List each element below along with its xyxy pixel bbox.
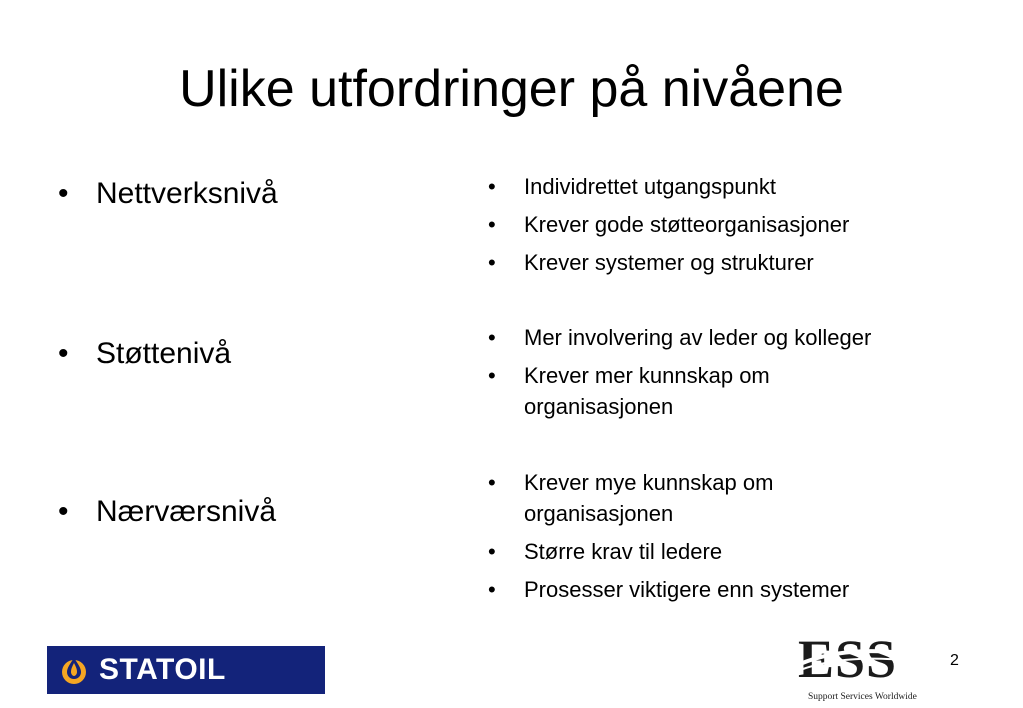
slide-title: Ulike utfordringer på nivåene: [179, 60, 844, 118]
bullet: •: [488, 212, 496, 237]
statoil-logo-text: STATOIL: [99, 653, 226, 686]
bullet: •: [488, 577, 496, 602]
bullet: •: [488, 250, 496, 275]
bullet: •: [58, 177, 69, 210]
bullet: •: [58, 337, 69, 370]
bullet: •: [488, 363, 496, 388]
bullet: •: [488, 325, 496, 350]
ess-logo-text: ESS: [798, 629, 898, 689]
list-item: [488, 467, 958, 529]
ess-swoosh-icon: [798, 646, 930, 676]
bullet: •: [488, 470, 496, 495]
level-item-presence: [58, 494, 276, 530]
level-item-network: [58, 176, 278, 212]
page-number: 2: [950, 652, 959, 669]
level-label: Støttenivå: [96, 337, 232, 370]
point-text: Krever systemer og strukturer: [524, 250, 814, 275]
point-text: Mer involvering av leder og kolleger: [524, 325, 872, 350]
statoil-drop-icon: [59, 655, 89, 685]
bullet: •: [488, 174, 496, 199]
point-text: Prosesser viktigere enn systemer: [524, 577, 850, 602]
list-item: [488, 171, 958, 202]
list-item: [488, 574, 958, 605]
point-text: Krever gode støtteorganisasjoner: [524, 212, 850, 237]
list-item: [488, 322, 958, 353]
level-label: Nettverksnivå: [96, 177, 278, 210]
bullet: •: [488, 539, 496, 564]
ess-logo: [798, 629, 930, 704]
statoil-logo: [47, 646, 325, 694]
ess-tagline: Support Services Worldwide: [808, 692, 917, 702]
points-group-network: [488, 171, 958, 285]
point-text: Krever mer kunnskap om organisasjonen: [524, 363, 770, 419]
level-item-support: [58, 336, 231, 372]
point-text: Krever mye kunnskap om organisasjonen: [524, 470, 774, 526]
list-item: [488, 209, 958, 240]
list-item: [488, 360, 958, 422]
list-item: [488, 247, 958, 278]
bullet: •: [58, 495, 69, 528]
list-item: [488, 536, 958, 567]
point-text: Individrettet utgangspunkt: [524, 174, 776, 199]
point-text: Større krav til ledere: [524, 539, 723, 564]
level-label: Nærværsnivå: [96, 495, 277, 528]
points-group-presence: [488, 467, 958, 612]
points-group-support: [488, 322, 958, 429]
